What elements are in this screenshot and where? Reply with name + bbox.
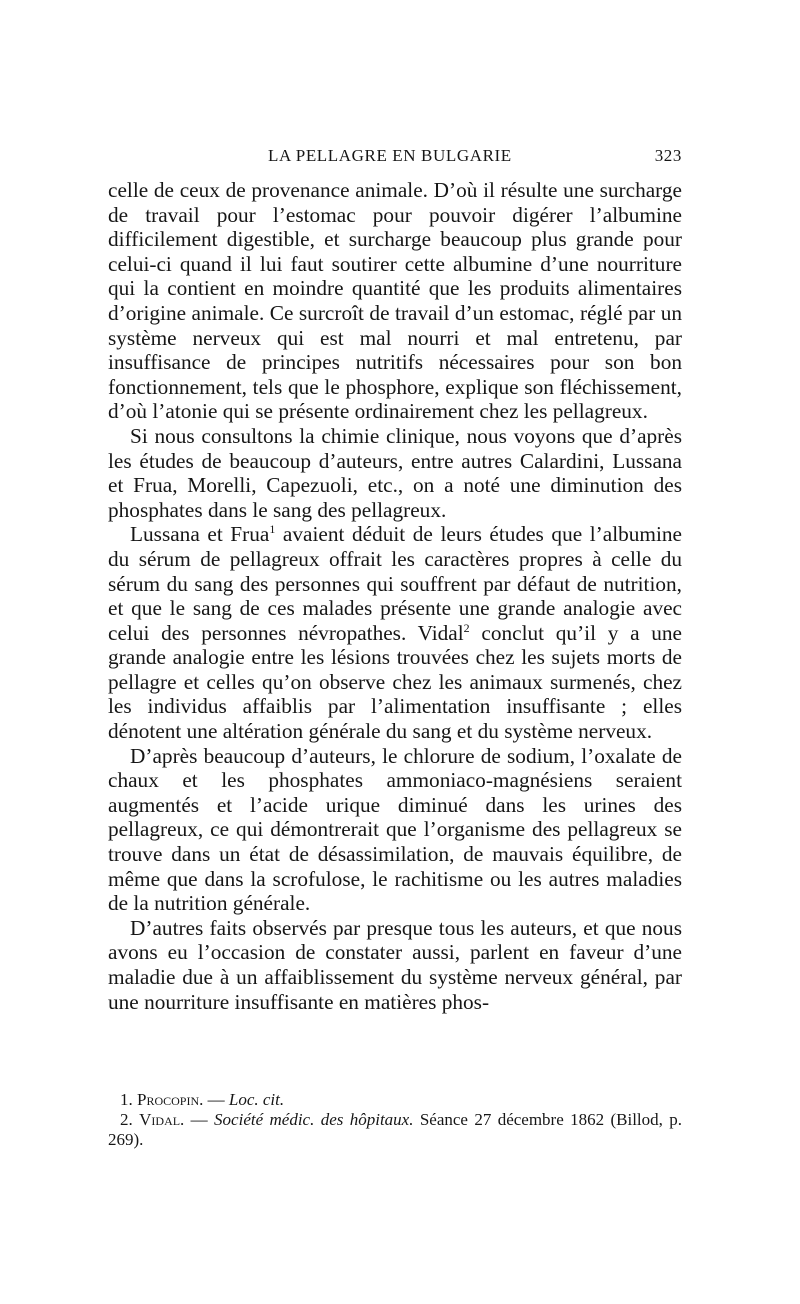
page-number: 323 — [654, 146, 682, 165]
footnote-1-author: Procopin. — [137, 1090, 204, 1109]
footnote-marker-2: 2 — [463, 620, 470, 635]
paragraph-3-text-b: avaient déduit de leurs études que l’albumine du sérum de pellagreux offrait les caractères propres à celle du sérum du sang des personnes qui souffrent par défaut de nutrition, et que le sang de ces malades présente une grande analogie avec celui des personnes névropathes. Vidal — [108, 522, 682, 645]
body-text — [108, 178, 682, 1014]
paragraph-5: D’autres faits observés par presque tous les auteurs, et que nous avons eu l’occasion de constater aussi, parlent en faveur d’une maladie due à un affaiblissement du système nerveux général, par une nourriture insuffisante en matières phos- — [108, 915, 682, 1014]
footnote-marker-1: 1 — [269, 522, 276, 537]
footnote-1 — [108, 1090, 682, 1110]
footnote-2 — [108, 1110, 682, 1150]
footnote-1-dash: — — [203, 1090, 229, 1109]
footnote-2-author: Vidal. — [139, 1110, 185, 1129]
paragraph-4: D’après beaucoup d’auteurs, le chlorure de sodium, l’oxalate de chaux et les phosphates ammoniaco-magnésiens seraient augmentés et l’acide urique diminué dans les urines des pellagreux, ce qui démontrerait que l’organisme des pellagreux se trouve dans un état de désassimilation, de mauvais équilibre, de même que dans la scrofulose, le rachitisme ou les autres maladies de la nutrition générale. — [108, 743, 682, 916]
footnote-2-dash: — — [184, 1110, 215, 1129]
paragraph-2: Si nous consultons la chimie clinique, nous voyons que d’après les études de beaucoup d’auteurs, entre autres Calardini, Lussana et Frua, Morelli, Capezuoli, etc., on a noté une diminution des phosphates dans le sang des pellagreux. — [108, 423, 682, 522]
paragraph-3-text-c: conclut qu’il y a une grande analogie entre les lésions trouvées chez les sujets morts de pellagre et celles qu’on observe chez les animaux surmenés, chez les individus affaiblis par l’alimentation insuffisante ; elles dénotent une altération générale du sang et du système nerveux. — [108, 620, 682, 744]
running-title: LA PELLAGRE EN BULGARIE — [268, 146, 512, 165]
footnote-2-reference: Société médic. des hôpitaux. — [214, 1110, 414, 1129]
footnotes — [108, 1090, 682, 1150]
footnote-1-reference: Loc. cit. — [228, 1090, 285, 1109]
footnote-2-rest: Séance 27 décembre 1862 (Billod, p. 269). — [108, 1110, 683, 1149]
footnote-2-number: 2. — [120, 1110, 133, 1129]
footnote-1-number: 1. — [120, 1090, 133, 1109]
paragraph-3-text-a: Lussana et Frua — [130, 522, 270, 547]
paragraph-1: celle de ceux de provenance animale. D’où il résulte une surcharge de travail pour l’estomac pour pouvoir digérer l’albumine difficilement digestible, et surcharge beaucoup plus grande pour celui-ci quand il lui faut soutirer cette albumine d’une nourriture qui la contient en moindre quantité que les produits alimentaires d’origine animale. Ce surcroît de travail d’un estomac, réglé par un système nerveux qui est mal nourri et mal entretenu, par insuffisance de principes nutritifs nécessaires pour son bon fonctionnement, tels que le phosphore, explique son fléchissement, d’où l’atonie qui se présente ordinairement chez les pellagreux. — [108, 178, 682, 424]
paragraph-3 — [108, 522, 682, 743]
